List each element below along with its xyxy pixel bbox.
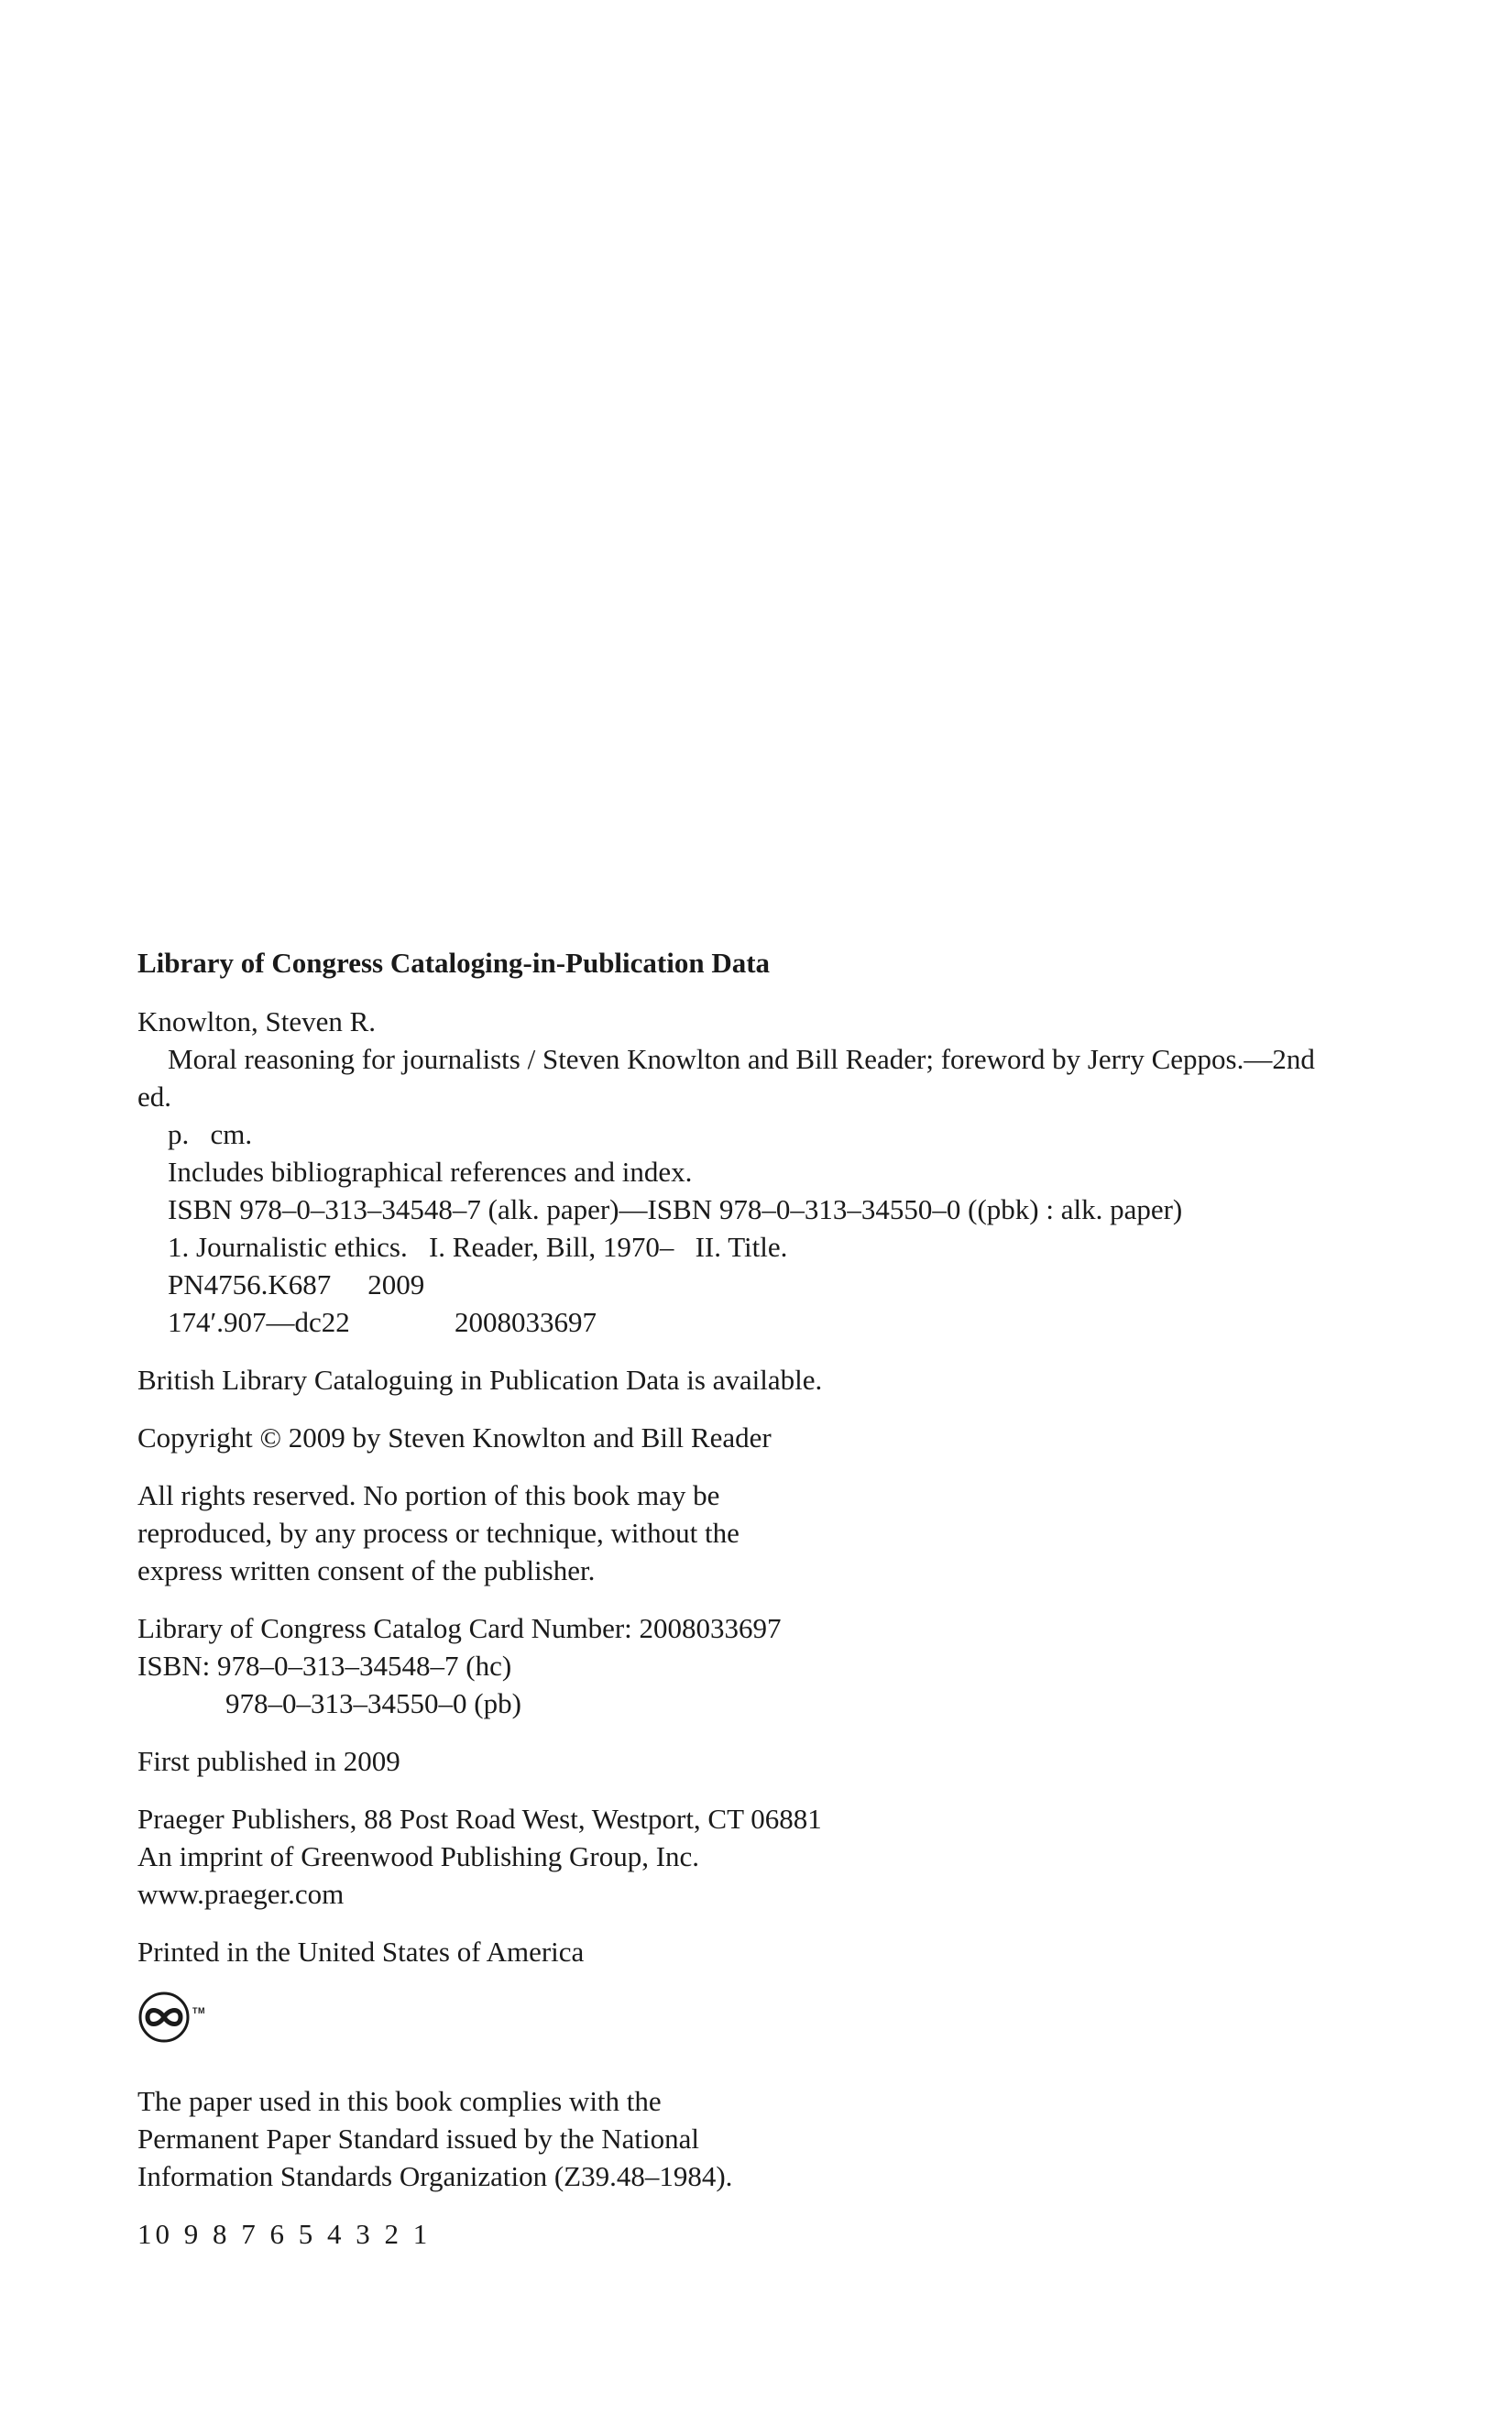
cip-subjects: 1. Journalistic ethics. I. Reader, Bill, 1970– II. Title. <box>168 1231 788 1263</box>
cip-isbn: ISBN 978–0–313–34548–7 (alk. paper)—ISBN 978–0–313–34550–0 ((pbk) : alk. paper) <box>168 1193 1183 1225</box>
cip-record <box>137 1003 1329 1341</box>
cip-dewey-row <box>137 1303 1329 1341</box>
infinity-paper-icon <box>137 1991 211 2046</box>
cip-lc-year: 2009 <box>367 1268 425 1300</box>
isbn-pb: 978–0–313–34550–0 (pb) <box>225 1687 521 1719</box>
publisher-info <box>137 1800 1329 1913</box>
rights-notice: All rights reserved. No portion of this book may be reproduced, by any process or technique, without the express written consent of the publisher. <box>137 1479 740 1586</box>
paper-notice: The paper used in this book complies with the Permanent Paper Standard issued by the National Information Standards Organization (Z39.48–1984). <box>137 2085 733 2192</box>
printing-line: 10 9 8 7 6 5 4 3 2 1 <box>137 2218 432 2250</box>
printed-in: Printed in the United States of America <box>137 1936 585 1968</box>
cip-notes: Includes bibliographical references and index. <box>168 1156 693 1188</box>
copyright-page <box>137 944 1329 2273</box>
cip-description: Moral reasoning for journalists / Steven Knowlton and Bill Reader; foreword by Jerry Ceppos.—2nd ed. <box>137 1043 1315 1113</box>
trademark-mark: TM <box>192 2006 205 2015</box>
cip-title: Library of Congress Cataloging-in-Publication Data <box>137 947 771 979</box>
catalog-info <box>137 1609 1329 1722</box>
publisher-address: Praeger Publishers, 88 Post Road West, Westport, CT 06881 <box>137 1803 822 1835</box>
cip-lccn: 2008033697 <box>455 1306 597 1338</box>
publisher-url: www.praeger.com <box>137 1878 345 1910</box>
catalog-card-number: Library of Congress Catalog Card Number: 2008033697 <box>137 1612 782 1644</box>
cip-physical: p. cm. <box>168 1118 253 1150</box>
cip-lc-class-row <box>137 1266 1329 1303</box>
isbn-hc: ISBN: 978–0–313–34548–7 (hc) <box>137 1650 512 1682</box>
british-library-note: British Library Cataloguing in Publication Data is available. <box>137 1364 823 1396</box>
first-published: First published in 2009 <box>137 1745 400 1777</box>
cip-dewey: 174′.907—dc22 <box>168 1306 350 1338</box>
cip-lc-class: PN4756.K687 <box>168 1268 332 1300</box>
copyright-notice: Copyright © 2009 by Steven Knowlton and Bill Reader <box>137 1421 772 1454</box>
publisher-imprint: An imprint of Greenwood Publishing Group, Inc. <box>137 1840 700 1872</box>
cip-author: Knowlton, Steven R. <box>137 1005 377 1037</box>
